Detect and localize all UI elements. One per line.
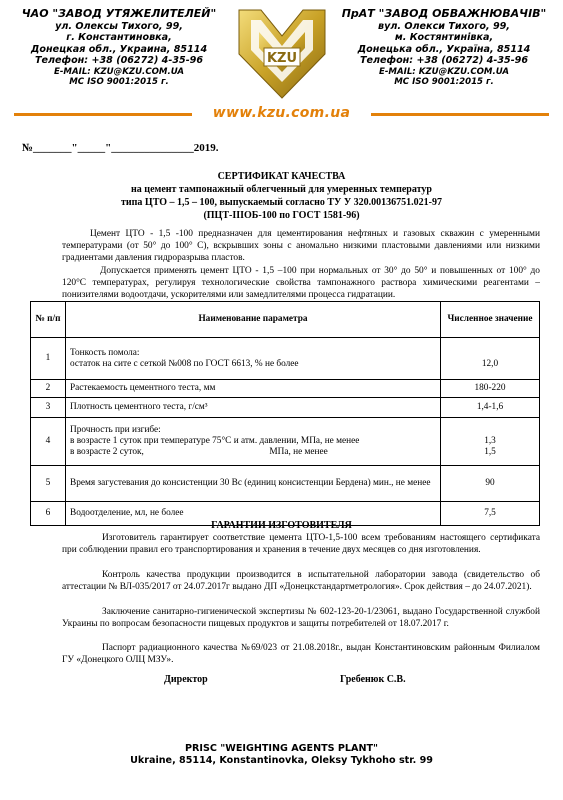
row-value: 180-220: [441, 380, 540, 398]
region-ru: Донецкая обл., Украина, 85114: [30, 43, 208, 55]
table-header-row: [31, 302, 540, 338]
row-param: Время загустевания до консистенции 30 Вс (единиц консистенции Бердена) мин., не менее: [66, 466, 441, 502]
table-row: [31, 338, 540, 380]
table-row: [31, 398, 540, 418]
phone-ru: Телефон: +38 (06272) 4-35-96: [34, 55, 204, 67]
certificate-subtitle-1: на цемент тампонажный облегченный для умеренных температур: [131, 184, 432, 195]
row-num: 4: [31, 418, 66, 466]
value-line: 12,0: [481, 358, 499, 369]
row-value: [441, 338, 540, 380]
table-row: [31, 418, 540, 466]
row-num: 3: [31, 398, 66, 418]
table-row: [31, 380, 540, 398]
logo-text: KZU: [266, 51, 298, 66]
email-ru: E-MAIL: KZU@KZU.COM.UA: [53, 66, 184, 77]
row-param: Плотность цементного теста, г/см³: [66, 398, 441, 418]
guarantee-paragraph-4: Паспорт радиационного качества №69/023 от 21.08.2018г., выдан Константиновским районным Филиалом ГУ «Донецкого ОЛЦ МЗУ».: [62, 643, 540, 665]
street-ua: вул. Олекси Тихого, 99,: [378, 20, 510, 32]
email-ua: E-MAIL: KZU@KZU.COM.UA: [378, 66, 509, 77]
row-param: [66, 338, 441, 380]
row-num: 1: [31, 338, 66, 380]
header-right-contacts: [339, 8, 549, 87]
intro-paragraph-1: Цемент ЦТО - 1,5 -100 предназначен для цементирования нефтяных и газовых скважин с умеренными температурами (от 50° до 100° С), вскрывших зоны с аномально низкими пластовыми давлениями или низкими градиентами давления гидроразрыва пластов.: [62, 229, 540, 263]
param-line: остаток на сите с сеткой №008 по ГОСТ 6613, % не более: [70, 358, 299, 369]
footer-address: Ukraine, 85114, Konstantinovka, Oleksy Tykhoho str. 99: [130, 754, 433, 766]
company-name-ua: ПрАТ "ЗАВОД ОБВАЖНЮВАЧІВ": [341, 7, 547, 20]
certificate-subtitle-2: типа ЦТО – 1,5 – 100, выпускаемый согласно ТУ У 320.00136751.021-97: [120, 197, 443, 208]
header-value: Численное значение: [441, 302, 540, 338]
header-num: № п/п: [31, 302, 66, 338]
guarantee-title: ГАРАНТИИ ИЗГОТОВИТЕЛЯ: [211, 520, 352, 531]
row-param: Водоотделение, мл, не более: [66, 502, 441, 526]
footer: [0, 743, 563, 766]
company-logo: [237, 6, 327, 100]
city-ru: г. Константиновка,: [66, 32, 172, 44]
row-num: 6: [31, 502, 66, 526]
iso-ru: MC ISO 9001:2015 г.: [69, 76, 169, 87]
phone-ua: Телефон: +38 (06272) 4-35-96: [359, 55, 529, 67]
row-value: 7,5: [441, 502, 540, 526]
row-param: [66, 418, 441, 466]
param-line: Прочность при изгибе:: [70, 425, 161, 435]
param-line: в возрасте 1 суток при температуре 75°С и атм. давлении, МПа, не менее: [70, 436, 360, 446]
intro-paragraph-2: Допускается применять цемент ЦТО - 1,5 –100 при нормальных от 30° до 50° и повышенных от 100° до 120°С температурах, регулируя технологические свойства тампонажного раствора химическими реагентами – понизителями водоотдачи, ускорителями или замедлителями процесса гидратации.: [62, 266, 540, 300]
street-ru: ул. Олексы Тихого, 99,: [55, 20, 183, 32]
footer-company: PRISC "WEIGHTING AGENTS PLANT": [184, 743, 379, 754]
row-value: 90: [441, 466, 540, 502]
parameters-table: [30, 301, 540, 526]
city-ua: м. Костянтинівка,: [394, 32, 494, 44]
value-line: 1,5: [484, 447, 496, 457]
header-param: Наименование параметра: [66, 302, 441, 338]
divider-right: [371, 113, 549, 116]
header-left-contacts: [14, 8, 224, 87]
row-num: 2: [31, 380, 66, 398]
value-line: 1,3: [484, 436, 496, 446]
certificate-number-line: №_______"_____"_______________2019.: [22, 142, 219, 154]
table-row: [31, 466, 540, 502]
website-bar: [0, 104, 563, 124]
guarantee-paragraph-1: Изготовитель гарантирует соответствие цемента ЦТО-1,5-100 всем требованиям настоящего сертификата при соблюдении правил его транспортирования и хранения в течение двух месяцев со дня изготовления.: [62, 533, 540, 555]
signature-role: Директор: [164, 674, 208, 685]
row-param: Растекаемость цементного теста, мм: [66, 380, 441, 398]
certificate-subtitle-3: (ПЦТ-ІІІОБ-100 по ГОСТ 1581-96): [203, 210, 360, 221]
row-value: 1,4-1,6: [441, 398, 540, 418]
company-name-ru: ЧАО "ЗАВОД УТЯЖЕЛИТЕЛЕЙ": [21, 7, 217, 20]
param-line: Тонкость помола:: [70, 347, 140, 358]
signature-name: Гребенюк С.В.: [340, 674, 406, 685]
param-line: в возрасте 2 суток, МПа, не менее: [70, 447, 328, 457]
region-ua: Донецька обл., Україна, 85114: [357, 43, 531, 55]
certificate-title: СЕРТИФИКАТ КАЧЕСТВА: [217, 171, 346, 182]
website-link[interactable]: www.kzu.com.ua: [212, 105, 351, 121]
row-value: [441, 418, 540, 466]
guarantee-paragraph-2: Контроль качества продукции производится в испытательной лаборатории завода (свидетельство об аттестации № ВЛ-035/2017 от 24.07.2017г выдано ДП «Донецкстандартметрология». Срок действия – до 24.07.2021).: [62, 570, 540, 592]
iso-ua: MC ISO 9001:2015 г.: [394, 76, 494, 87]
guarantee-paragraph-3: Заключение санитарно-гигиенической экспертизы № 602-123-20-1/23061, выдано Государственной службой Украины по вопросам безопасности пищевых продуктов и защиты потребителей от 18.07.2017 г.: [62, 607, 540, 629]
divider-left: [14, 113, 192, 116]
row-num: 5: [31, 466, 66, 502]
